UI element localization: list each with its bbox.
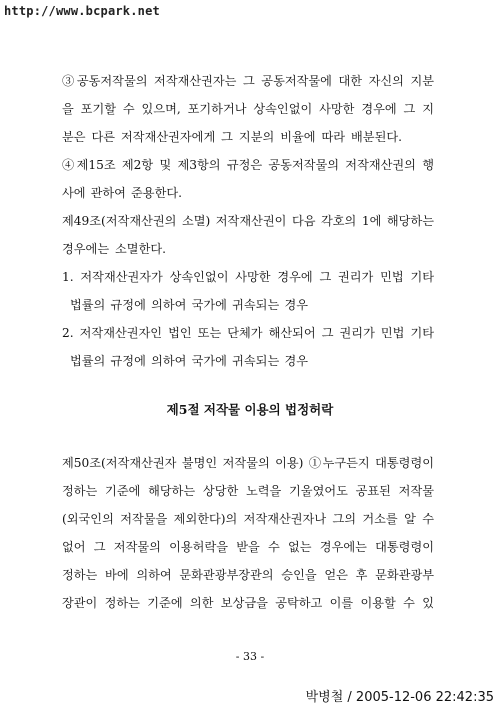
text-line: 정하는 기준에 해당하는 상당한 노력을 기울였어도 공표된 저작물 — [62, 484, 434, 498]
text-line: 을 포기할 수 있으며, 포기하거나 상속인없이 사망한 경우에 그 지 — [62, 102, 434, 116]
text-line: 법률의 규정에 의하여 국가에 귀속되는 경우 — [70, 298, 308, 312]
text-line: 법률의 규정에 의하여 국가에 귀속되는 경우 — [70, 354, 308, 368]
text-line: 분은 다른 저작재산권자에게 그 지분의 비율에 따라 배분된다. — [62, 130, 402, 144]
text-line: 1. 저작재산권자가 상속인없이 사망한 경우에 그 권리가 민법 기타 — [62, 270, 434, 284]
text-line: (외국인의 저작물을 제외한다)의 저작재산권자나 그의 거소를 알 수 — [62, 512, 434, 526]
text-line: 장관이 정하는 기준에 의한 보상금을 공탁하고 이를 이용할 수 있 — [62, 596, 434, 610]
page-number: - 33 - — [235, 650, 265, 663]
text-line: 경우에는 소멸한다. — [62, 242, 166, 256]
text-line: 없어 그 저작물의 이용허락을 받을 수 없는 경우에는 대통령령이 — [62, 540, 434, 554]
text-line: 사에 관하여 준용한다. — [62, 186, 182, 200]
text-line: ④제15조 제2항 및 제3항의 규정은 공동저작물의 저작재산권의 행 — [62, 158, 434, 172]
section-heading: 제5절 저작물 이용의 법정허락 — [166, 402, 334, 417]
text-line: 제49조(저작재산권의 소멸) 저작재산권이 다음 각호의 1에 해당하는 — [62, 214, 434, 228]
author-date-stamp: 박병철 / 2005-12-06 22:42:35 — [305, 690, 494, 705]
watermark-url: http://www.bcpark.net — [4, 4, 160, 18]
text-line: 2. 저작재산권자인 법인 또는 단체가 해산되어 그 권리가 민법 기타 — [62, 326, 434, 340]
text-line: ③공동저작물의 저작재산권자는 그 공동저작물에 대한 자신의 지분 — [62, 74, 434, 88]
text-line: 제50조(저작재산권자 불명인 저작물의 이용) ①누구든지 대통령령이 — [62, 456, 434, 470]
text-line: 정하는 바에 의하여 문화관광부장관의 승인을 얻은 후 문화관광부 — [62, 568, 434, 582]
